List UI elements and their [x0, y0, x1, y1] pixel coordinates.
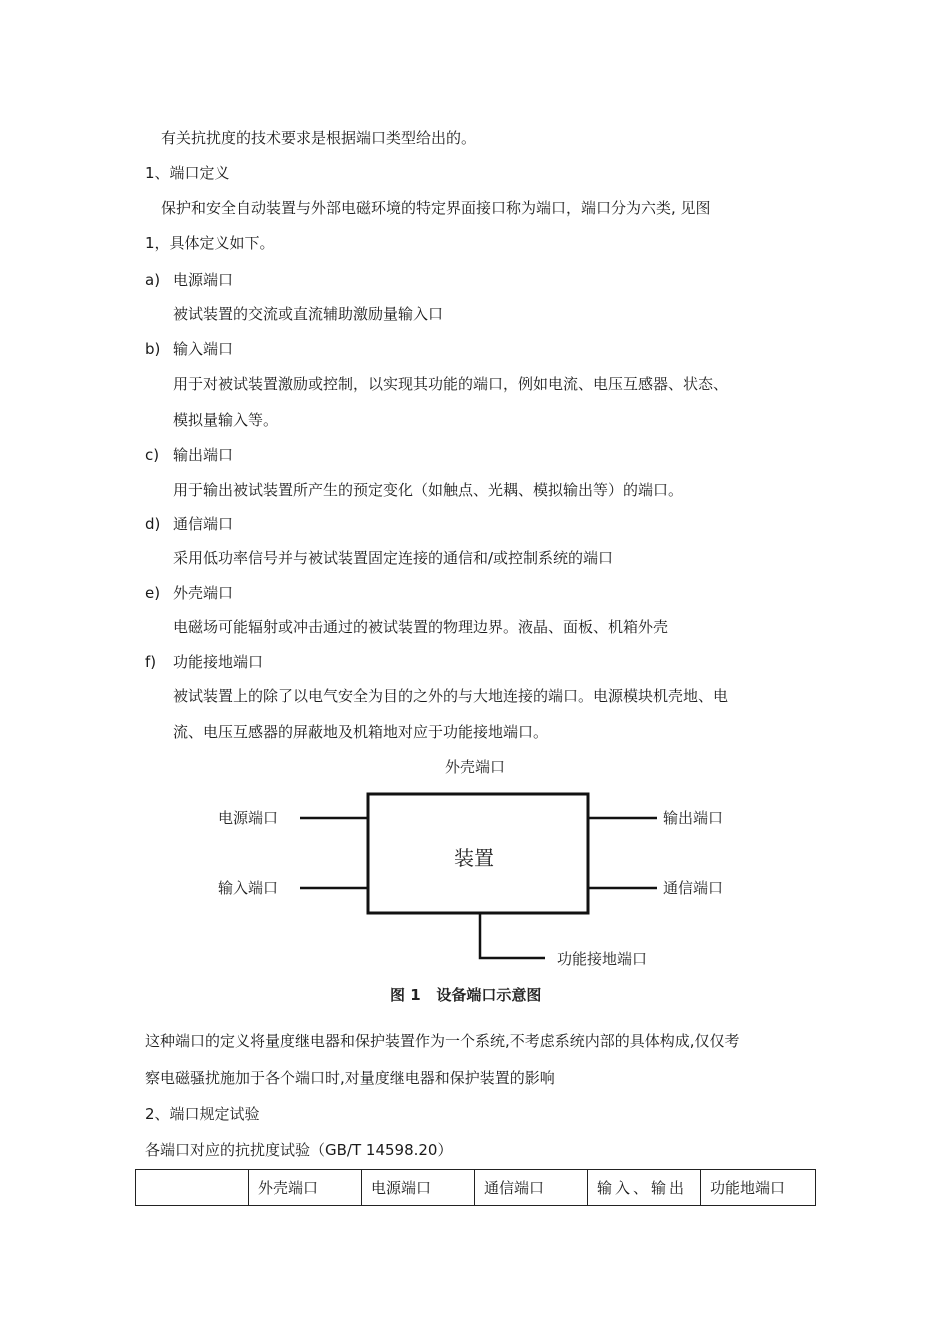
functional-earth-line [480, 913, 545, 958]
port-name: 输出端口 [173, 446, 234, 464]
label-power-port: 电源端口 [218, 809, 279, 827]
section-1-heading: 1、端口定义 [145, 164, 230, 182]
section-1-paragraph-line-1: 保护和安全自动装置与外部电磁环境的特定界面接口称为端口，端口分为六类, 见图 [161, 199, 711, 217]
label-communication-port: 通信端口 [663, 879, 724, 897]
list-marker: b) [145, 340, 161, 358]
port-description: 电磁场可能辐射或冲击通过的被试装置的物理边界。液晶、面板、机箱外壳 [173, 618, 669, 636]
table-header-cell: 功能地端口 [701, 1170, 816, 1206]
list-marker: f) [145, 653, 157, 671]
table-header-row [136, 1170, 816, 1206]
list-marker: a) [145, 271, 161, 289]
label-output-port: 输出端口 [663, 809, 724, 827]
port-item-power [145, 270, 233, 290]
section-2-heading: 2、端口规定试验 [145, 1105, 260, 1123]
port-test-table [135, 1169, 816, 1206]
port-name: 输入端口 [173, 340, 234, 358]
table-header-cell: 电源端口 [362, 1170, 475, 1206]
port-name: 功能接地端口 [173, 653, 264, 671]
port-description: 模拟量输入等。 [173, 411, 279, 429]
port-name: 通信端口 [173, 515, 234, 533]
port-description: 被试装置的交流或直流辅助激励量输入口 [173, 305, 444, 323]
port-item-functional-earth [145, 652, 263, 672]
port-diagram [200, 750, 760, 1012]
definition-note-line-2: 察电磁骚扰施加于各个端口时,对量度继电器和保护装置的影响 [145, 1069, 555, 1087]
definition-note-line-1: 这种端口的定义将量度继电器和保护装置作为一个系统,不考虑系统内部的具体构成,仅仅考 [145, 1032, 740, 1050]
label-input-port: 输入端口 [218, 879, 279, 897]
port-description: 用于对被试装置激励或控制，以实现其功能的端口，例如电流、电压互感器、状态、 [173, 375, 729, 393]
port-description: 用于输出被试装置所产生的预定变化（如触点、光耦、模拟输出等）的端口。 [173, 481, 684, 499]
figure-caption: 图 1 设备端口示意图 [390, 986, 542, 1004]
intro-paragraph: 有关抗扰度的技术要求是根据端口类型给出的。 [161, 129, 477, 147]
list-marker: e) [145, 584, 161, 602]
table-header-cell: 输入、输出 [588, 1170, 701, 1206]
label-functional-earth-port: 功能接地端口 [557, 950, 648, 968]
port-description: 采用低功率信号并与被试装置固定连接的通信和/或控制系统的端口 [173, 549, 614, 567]
table-title: 各端口对应的抗扰度试验（GB/T 14598.20） [145, 1141, 453, 1159]
section-1-paragraph-line-2: 1，具体定义如下。 [145, 234, 275, 252]
table-header-cell [136, 1170, 249, 1206]
port-name: 外壳端口 [173, 584, 234, 602]
port-description: 被试装置上的除了以电气安全为目的之外的与大地连接的端口。电源模块机壳地、电 [173, 687, 729, 705]
label-enclosure-port: 外壳端口 [445, 758, 506, 776]
port-item-input [145, 339, 233, 359]
port-name: 电源端口 [173, 271, 234, 289]
port-item-output [145, 445, 233, 465]
port-item-communication [145, 514, 233, 534]
list-marker: d) [145, 515, 161, 533]
table-header-cell: 通信端口 [475, 1170, 588, 1206]
table-header-cell: 外壳端口 [249, 1170, 362, 1206]
list-marker: c) [145, 446, 160, 464]
port-description: 流、电压互感器的屏蔽地及机箱地对应于功能接地端口。 [173, 723, 549, 741]
port-item-enclosure [145, 583, 233, 603]
label-device: 装置 [454, 846, 494, 870]
